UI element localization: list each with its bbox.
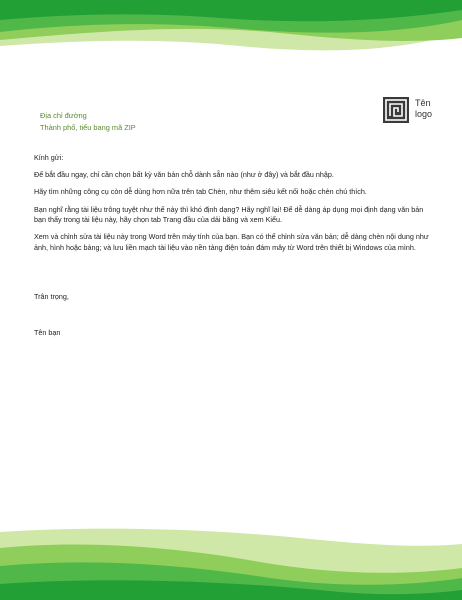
closing: Trân trọng, bbox=[34, 292, 69, 301]
logo[interactable] bbox=[383, 97, 447, 123]
body-paragraph-3: Bạn nghĩ rằng tài liệu trông tuyệt như thế này thì khó định dạng? Hãy nghĩ lại! Để dễ dàng áp dụng mọi định dạng văn bản bạn thấy trong tài liệu này, hãy chọn tab Trang đầu của dải băng và xem Kiểu. bbox=[34, 204, 424, 225]
logo-text-line2: logo bbox=[415, 109, 433, 119]
header-wave-decoration bbox=[0, 0, 462, 60]
address-street: Địa chỉ đường bbox=[40, 111, 87, 120]
body-paragraph-1: Để bắt đầu ngay, chỉ cần chọn bất kỳ văn bản chỗ dành sẵn nào (như ở đây) và bắt đầu nhập. bbox=[34, 170, 334, 180]
signature-name: Tên bạn bbox=[34, 328, 61, 337]
letter-body bbox=[34, 153, 434, 260]
footer-wave-decoration bbox=[0, 518, 462, 600]
salutation: Kính gửi: bbox=[34, 153, 64, 162]
maze-square-icon bbox=[383, 97, 409, 123]
sender-address bbox=[40, 110, 136, 133]
body-paragraph-2: Hãy tìm những công cụ còn dễ dùng hơn nữa trên tab Chèn, như thêm siêu kết nối hoặc chèn chú thích. bbox=[34, 187, 367, 197]
address-city-line: Thành phố, tiểu bang mã ZIP bbox=[40, 122, 136, 132]
logo-text-line1: Tên bbox=[415, 98, 431, 108]
logo-text bbox=[415, 98, 432, 120]
body-paragraph-4: Xem và chỉnh sửa tài liệu này trong Word trên máy tính của bạn. Bạn có thể chỉnh sửa văn bản; dễ dàng chèn nội dung như ảnh, hình hoặc bảng; và lưu liền mạch tài liệu vào nền tảng điện toán đám mây từ Word trên thiết bị Windows của mình. bbox=[34, 232, 429, 252]
